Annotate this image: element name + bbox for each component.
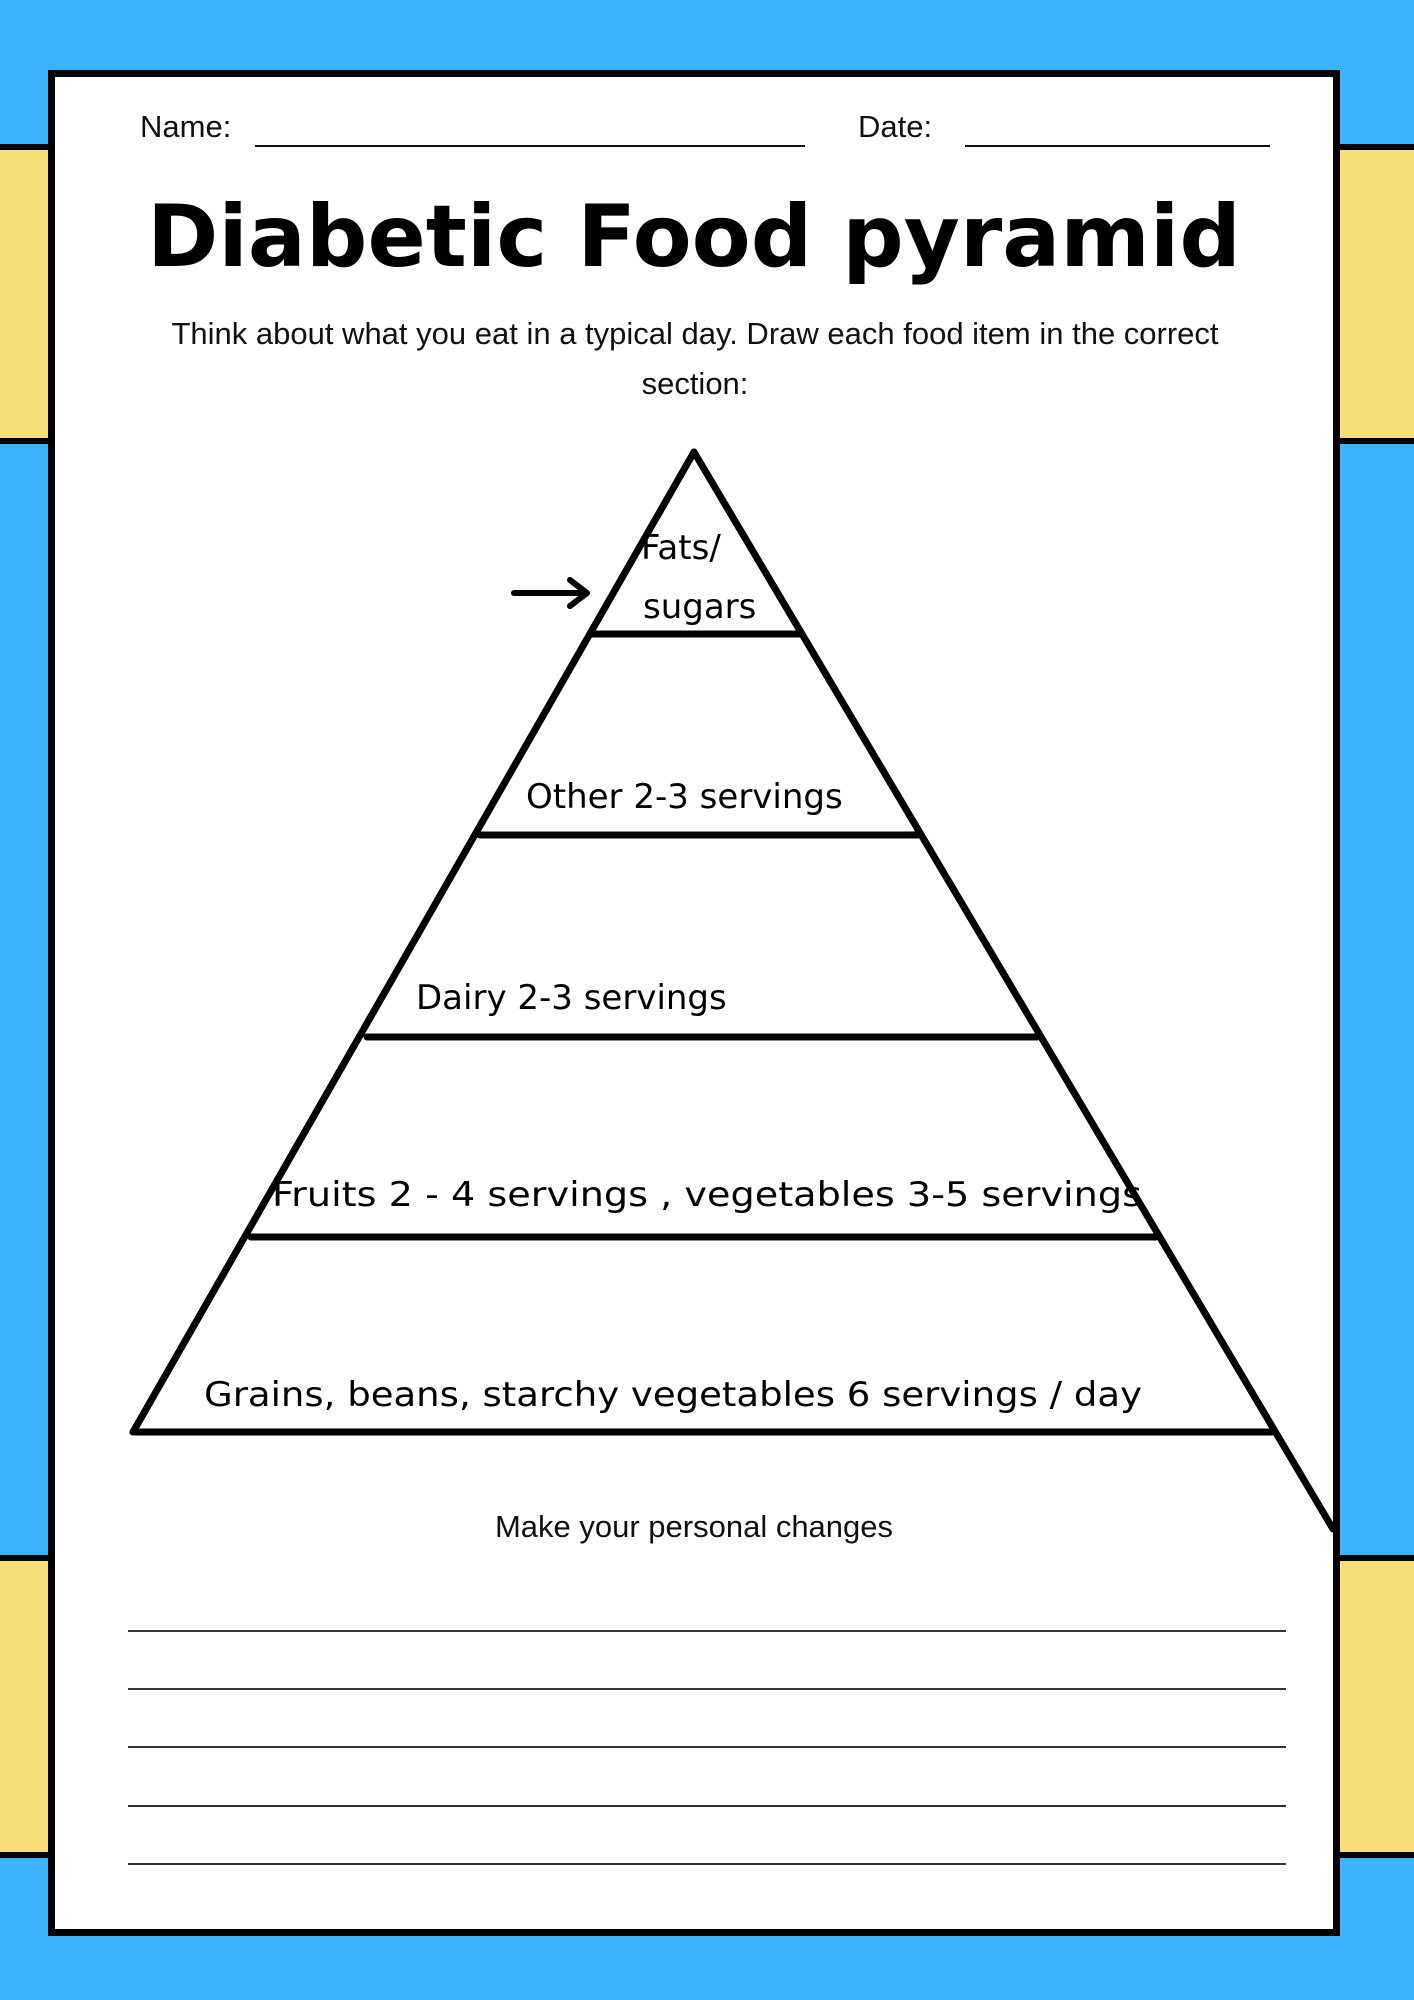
level-fats-label-line2: sugars bbox=[643, 587, 757, 627]
changes-heading: Make your personal changes bbox=[494, 1509, 894, 1544]
name-label: Name: bbox=[140, 109, 232, 144]
level-dairy-label: Dairy 2-3 servings bbox=[416, 978, 727, 1018]
level-fats-label-line1: Fats/ bbox=[641, 528, 721, 568]
level-other-label: Other 2-3 servings bbox=[526, 777, 843, 817]
level-grains-label: Grains, beans, starchy vegetables 6 servings / day bbox=[204, 1375, 1142, 1415]
instructions-text: Think about what you eat in a typical day. Draw each food item in the correct section: bbox=[171, 316, 1219, 401]
page-title: Diabetic Food pyramid bbox=[147, 187, 1241, 287]
arrow-right-icon bbox=[514, 580, 587, 606]
pyramid-right-edge bbox=[694, 452, 1333, 1529]
pyramid-left-edge bbox=[133, 452, 694, 1432]
date-label: Date: bbox=[858, 109, 933, 144]
level-fruits-vegetables-label: Fruits 2 - 4 servings , vegetables 3-5 servings bbox=[272, 1175, 1142, 1215]
